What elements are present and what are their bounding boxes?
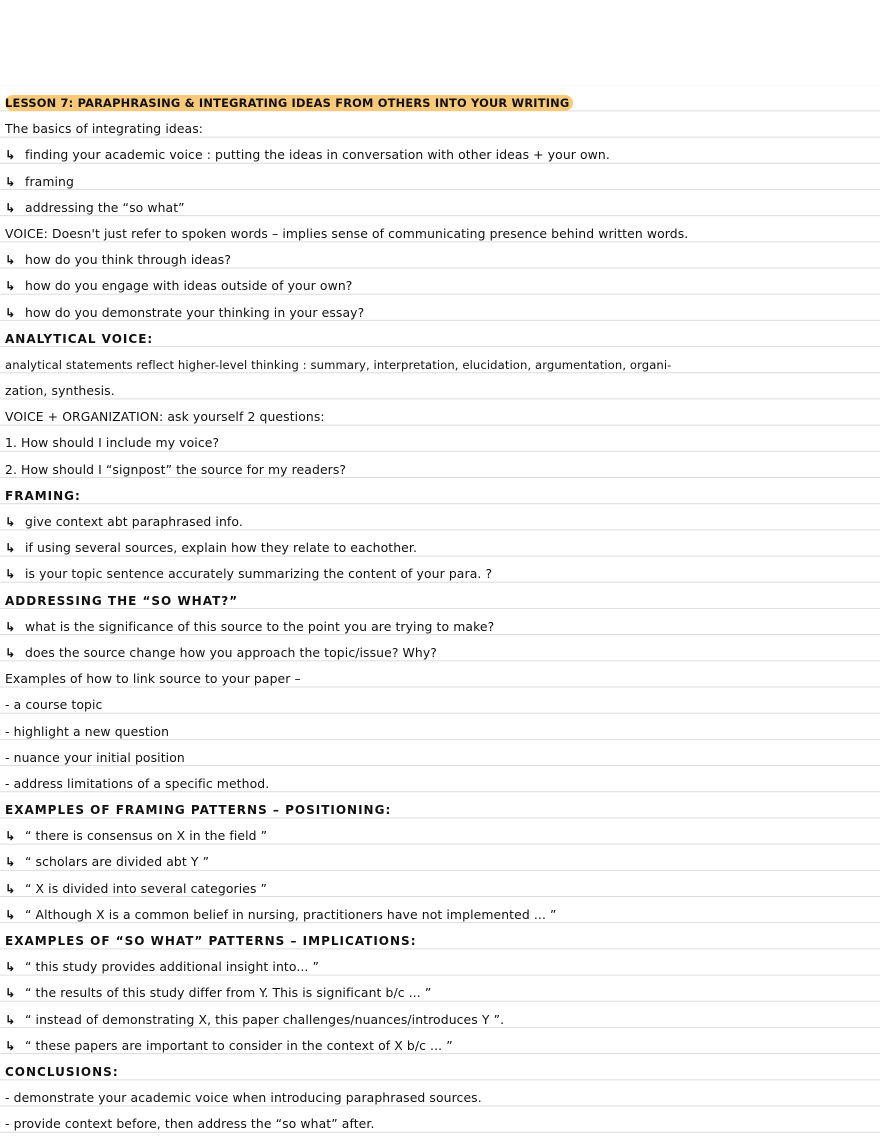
hook-arrow-icon: ↳ bbox=[5, 566, 16, 582]
note-line bbox=[0, 142, 880, 168]
note-text: how do you engage with ideas outside of your own? bbox=[25, 278, 353, 294]
note-text: analytical statements reflect higher-level thinking : summary, interpretation, elucidation, argumentation, organi- bbox=[5, 357, 672, 372]
section-heading bbox=[0, 588, 880, 614]
note-lines bbox=[0, 116, 880, 1137]
lesson-title-line bbox=[0, 90, 880, 116]
note-text: framing bbox=[25, 173, 74, 189]
note-line bbox=[0, 876, 880, 902]
hook-arrow-icon: ↳ bbox=[5, 540, 16, 556]
hook-arrow-icon: ↳ bbox=[5, 880, 16, 896]
note-text: 2. How should I “signpost” the source for my readers? bbox=[5, 461, 347, 477]
hook-arrow-icon: ↳ bbox=[5, 959, 16, 975]
note-text: The basics of integrating ideas: bbox=[5, 121, 204, 137]
note-line bbox=[0, 561, 880, 587]
note-line bbox=[0, 221, 880, 247]
note-text: zation, synthesis. bbox=[5, 383, 115, 399]
note-line bbox=[0, 614, 880, 640]
note-text: - highlight a new question bbox=[5, 723, 170, 739]
hook-arrow-icon: ↳ bbox=[5, 985, 16, 1001]
note-text: FRAMING: bbox=[5, 488, 81, 503]
note-text: Examples of how to link source to your paper – bbox=[5, 671, 301, 687]
note-text: “ the results of this study differ from Y. This is significant b/c ... ” bbox=[25, 985, 432, 1001]
note-line bbox=[0, 849, 880, 875]
hook-arrow-icon: ↳ bbox=[5, 304, 16, 320]
note-text: - provide context before, then address the “so what” after. bbox=[5, 1116, 375, 1132]
note-text: “ there is consensus on X in the field ” bbox=[25, 828, 268, 844]
note-text: EXAMPLES OF “SO WHAT” PATTERNS – IMPLICATIONS: bbox=[5, 934, 417, 948]
note-line bbox=[0, 745, 880, 771]
hook-arrow-icon: ↳ bbox=[5, 173, 16, 189]
note-line bbox=[0, 457, 880, 483]
note-line bbox=[0, 1007, 880, 1033]
lesson-title: LESSON 7: PARAPHRASING & INTEGRATING IDEAS FROM OTHERS INTO YOUR WRITING bbox=[5, 95, 573, 111]
note-text: give context abt paraphrased info. bbox=[25, 514, 243, 529]
note-text: “ these papers are important to consider in the context of X b/c ... ” bbox=[25, 1037, 453, 1053]
note-line bbox=[0, 823, 880, 849]
note-text: “ instead of demonstrating X, this paper challenges/nuances/introduces Y ”. bbox=[25, 1011, 505, 1027]
note-text: “ Although X is a common belief in nursing, practitioners have not implemented ... ” bbox=[25, 906, 557, 922]
note-line bbox=[0, 692, 880, 718]
hook-arrow-icon: ↳ bbox=[5, 906, 16, 922]
hook-arrow-icon: ↳ bbox=[5, 618, 16, 634]
note-text: does the source change how you approach the topic/issue? Why? bbox=[25, 644, 437, 660]
section-heading bbox=[0, 483, 880, 509]
note-text: “ this study provides additional insight into... ” bbox=[25, 959, 320, 975]
hook-arrow-icon: ↳ bbox=[5, 147, 16, 163]
note-line bbox=[0, 902, 880, 928]
note-line bbox=[0, 169, 880, 195]
note-line bbox=[0, 404, 880, 430]
hook-arrow-icon: ↳ bbox=[5, 514, 16, 529]
section-heading bbox=[0, 1059, 880, 1085]
note-text: is your topic sentence accurately summarizing the content of your para. ? bbox=[25, 566, 493, 582]
section-heading bbox=[0, 326, 880, 352]
note-text: ANALYTICAL VOICE: bbox=[5, 331, 154, 346]
note-line bbox=[0, 980, 880, 1006]
note-text: - demonstrate your academic voice when introducing paraphrased sources. bbox=[5, 1090, 482, 1106]
note-line bbox=[0, 1085, 880, 1111]
note-text: what is the significance of this source to the point you are trying to make? bbox=[25, 618, 495, 634]
hook-arrow-icon: ↳ bbox=[5, 1037, 16, 1053]
hook-arrow-icon: ↳ bbox=[5, 278, 16, 294]
note-line bbox=[0, 1111, 880, 1137]
note-line bbox=[0, 771, 880, 797]
note-line bbox=[0, 300, 880, 326]
note-text: VOICE + ORGANIZATION: ask yourself 2 questions: bbox=[5, 409, 325, 425]
hook-arrow-icon: ↳ bbox=[5, 1011, 16, 1027]
hook-arrow-icon: ↳ bbox=[5, 199, 16, 215]
note-line bbox=[0, 640, 880, 666]
note-line bbox=[0, 430, 880, 456]
note-text: “ X is divided into several categories ” bbox=[25, 880, 268, 896]
section-heading bbox=[0, 928, 880, 954]
note-text: how do you demonstrate your thinking in your essay? bbox=[25, 304, 365, 320]
notes-body bbox=[0, 90, 880, 1138]
note-text: - nuance your initial position bbox=[5, 749, 185, 765]
note-text: VOICE: Doesn't just refer to spoken words – implies sense of communicating presence behind written words. bbox=[5, 225, 689, 241]
note-line bbox=[0, 116, 880, 142]
note-line bbox=[0, 509, 880, 535]
note-line bbox=[0, 195, 880, 221]
hook-arrow-icon: ↳ bbox=[5, 828, 16, 844]
note-line bbox=[0, 719, 880, 745]
note-line bbox=[0, 247, 880, 273]
note-line bbox=[0, 666, 880, 692]
note-text: if using several sources, explain how they relate to eachother. bbox=[25, 540, 417, 556]
note-text: CONCLUSIONS: bbox=[5, 1064, 119, 1079]
note-text: “ scholars are divided abt Y ” bbox=[25, 854, 210, 870]
hook-arrow-icon: ↳ bbox=[5, 644, 16, 660]
note-line bbox=[0, 1033, 880, 1059]
note-line bbox=[0, 352, 880, 378]
note-line bbox=[0, 954, 880, 980]
hook-arrow-icon: ↳ bbox=[5, 252, 16, 268]
note-line bbox=[0, 378, 880, 404]
note-text: - a course topic bbox=[5, 697, 103, 713]
note-text: EXAMPLES OF FRAMING PATTERNS – POSITIONING: bbox=[5, 803, 392, 818]
note-text: 1. How should I include my voice? bbox=[5, 435, 220, 451]
note-text: how do you think through ideas? bbox=[25, 252, 231, 268]
note-line bbox=[0, 273, 880, 299]
note-line bbox=[0, 535, 880, 561]
hook-arrow-icon: ↳ bbox=[5, 854, 16, 870]
note-text: - address limitations of a specific method. bbox=[5, 775, 270, 791]
note-text: ADDRESSING THE “SO WHAT?” bbox=[5, 593, 239, 608]
note-text: addressing the “so what” bbox=[25, 199, 185, 215]
section-heading bbox=[0, 797, 880, 823]
note-text: finding your academic voice : putting the ideas in conversation with other ideas + your own. bbox=[25, 147, 610, 163]
